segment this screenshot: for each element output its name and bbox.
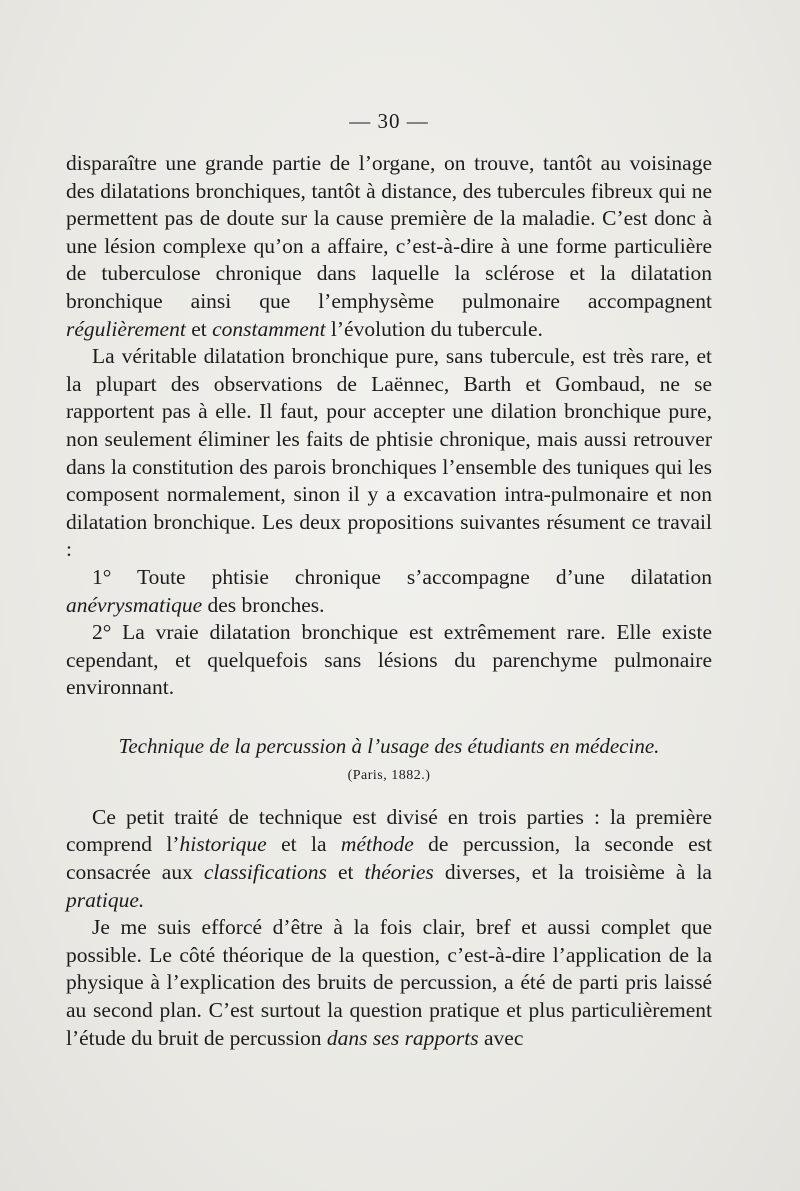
proposition-2: 2° La vraie dilatation bronchique est extrêmement rare. Elle existe cependant, et quelquefois sans lésions du parenchyme pulmonaire environnant. xyxy=(66,620,712,700)
paragraph-text: diverses, et la troisième à la xyxy=(433,860,712,885)
paragraph-text: et xyxy=(185,316,213,341)
paragraph xyxy=(66,804,712,914)
proposition-text: 1° Toute phtisie chronique s’accompagne d’une dilatation xyxy=(92,564,712,589)
paragraph-text: Je me suis efforcé d’être à la fois clair, bref et aussi complet que possible. Le côté théorique de la question, c’est-à-dire l’application de la physique à l’explication des bruits de percussion, a été de parti pris laissé au second plan. C’est surtout la question pratique et plus particulièrement l’étude du bruit de percussion xyxy=(66,915,712,1050)
paragraph: La véritable dilatation bronchique pure, sans tubercule, est très rare, et la plupart des observations de Laënnec, Barth et Gombaud, ne se rapportent pas à elle. Il faut, pour accepter une dilation bronchique pure, non seulement éliminer les faits de phtisie chronique, mais aussi retrouver dans la constitution des parois bronchiques l’ensemble des tuniques qui les composent normalement, sinon il y a excavation intra-pulmonaire et non dilatation bronchique. Les deux propositions suivantes résument ce travail : xyxy=(66,344,712,562)
paragraph xyxy=(66,914,712,1052)
paragraph-continuation xyxy=(66,150,712,343)
emphasis-text: dans ses rapports xyxy=(326,1025,479,1050)
emphasis-text: méthode xyxy=(340,832,414,857)
section-subheading: (Paris, 1882.) xyxy=(347,767,431,783)
paragraph-text: et xyxy=(326,860,365,885)
emphasis-text: anévrysmatique xyxy=(66,592,203,617)
paragraph-text: disparaître une grande partie de l’organe, on trouve, tantôt au voisinage des dilatations bronchiques, tantôt à distance, des tubercules fibreux qui ne permettent pas de doute sur la cause première de la maladie. C’est donc à une lésion complexe qu’on a affaire, c’est-à-dire à une forme particulière de tuberculose chronique dans laquelle la sclérose et la dilatation bronchique ainsi que l’emphysème pulmonaire accompagnent xyxy=(66,151,712,313)
proposition-1 xyxy=(66,564,712,619)
page-number: — 30 — xyxy=(349,109,429,133)
paragraph-text: l’évolution du tubercule. xyxy=(325,316,543,341)
paragraph-text: de percussion, la seconde est consacrée aux xyxy=(66,832,712,885)
emphasis-text: historique xyxy=(179,832,267,857)
emphasis-text: constamment xyxy=(212,316,326,341)
paragraph-text: avec xyxy=(478,1025,524,1050)
emphasis-text: classifications xyxy=(203,860,327,885)
section-heading: Technique de la percussion à l’usage des étudiants en médecine. xyxy=(118,733,660,758)
proposition-text: des bronches. xyxy=(202,592,325,617)
paragraph-text: Ce petit traité de technique est divisé en trois parties : la première comprend l’ xyxy=(66,804,712,857)
paragraph-text: et la xyxy=(266,832,341,857)
page-text xyxy=(66,108,712,1052)
emphasis-text: théories xyxy=(364,860,434,885)
emphasis-text: régulièrement xyxy=(66,316,186,341)
emphasis-text: pratique. xyxy=(66,887,145,912)
